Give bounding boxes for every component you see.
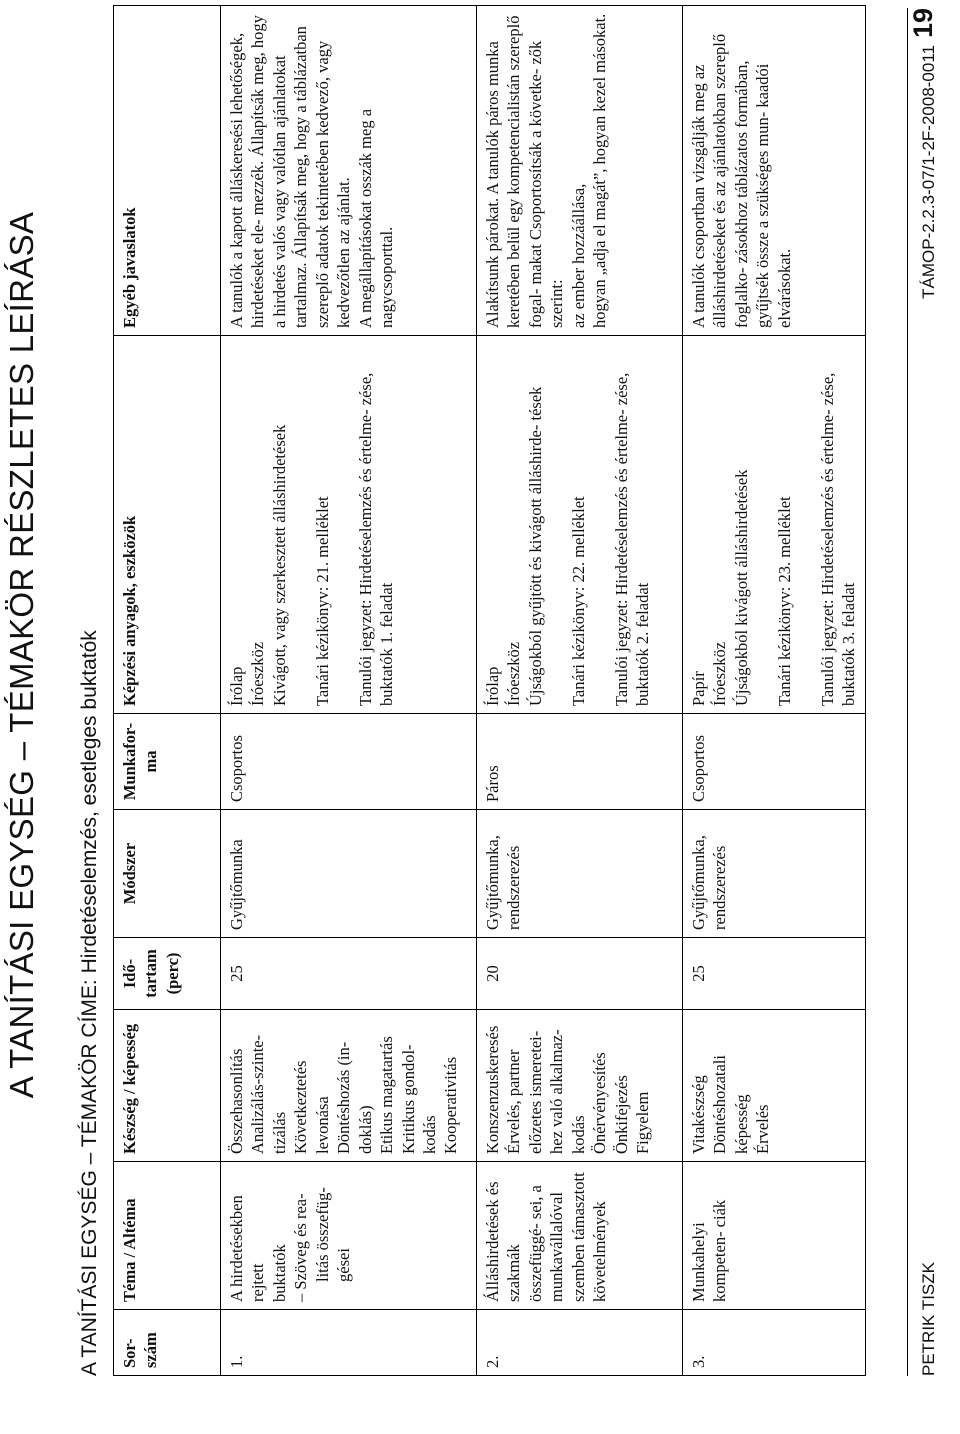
row-keszseg: Összehasonlítás Analizálás-szinte- tizálás Következtetés levonása Döntéshozás (in- doklás) Etikus magatartás Kritikus gondol- kodás Kooperativitás xyxy=(221,1010,477,1162)
row-munkaforma: Csoportos xyxy=(683,714,866,810)
unit-table xyxy=(113,5,866,1376)
altema: – Szöveg és rea- litás összefüg- gései xyxy=(291,1187,354,1302)
page-number: 19 xyxy=(908,8,938,39)
page-title: A TANÍTÁSI EGYSÉG – TÉMAKÖR RÉSZLETES LEÍRÁSA xyxy=(3,211,40,1099)
row-anyagok: Írólap Íróeszköz Újságokból gyűjtött és kivágott álláshirde- tések Tanári kézikönyv: 22. melléklet Tanulói jegyzet: Hirdetéselemzés és értelme- zése, buktatók 2. feladat xyxy=(477,336,683,714)
row-keszseg: Konszenzuskeresés Érvelés, partner előzetes ismeretei- hez való alkalmaz- kodás Önérvényesítés Önkifejezés Figyelem xyxy=(477,1010,683,1162)
header-modszer: Módszer xyxy=(114,810,221,938)
row-modszer: Gyűjtőmunka xyxy=(221,810,477,938)
row-munkaforma: Csoportos xyxy=(221,714,477,810)
row-tema: Munkahelyi kompeten- ciák xyxy=(683,1162,866,1310)
row-ido: 25 xyxy=(221,938,477,1010)
row-modszer: Gyűjtőmunka, rendszerezés xyxy=(683,810,866,938)
header-munkaforma: Munkafor- ma xyxy=(114,714,221,810)
header-anyagok: Képzési anyagok, eszközök xyxy=(114,336,221,714)
table-row xyxy=(683,6,866,1376)
row-munkaforma: Páros xyxy=(477,714,683,810)
table-header-row xyxy=(114,6,221,1376)
row-number: 2. xyxy=(477,1310,683,1376)
header-egyeb: Egyéb javaslatok xyxy=(114,6,221,336)
row-anyagok: Írólap Íróeszköz Kivágott, vagy szerkesztett álláshirdetések Tanári kézikönyv: 21. melléklet Tanulói jegyzet: Hirdetéselemzés és értelme- zése, buktatók 1. feladat xyxy=(221,336,477,714)
row-number: 1. xyxy=(221,1310,477,1376)
row-number: 3. xyxy=(683,1310,866,1376)
row-egyeb: Alakítsunk párokat. A tanulók páros munka keretében belül egy kompetencialistán szereplő fogal- makat Csoportosítsák a követke- zők szerint: az ember hozzáállása, hogyan „adja el magát”, hogyan kezel másokat. xyxy=(477,6,683,336)
row-keszseg: Vitakészség Döntéshozatali képesség Érvelés xyxy=(683,1010,866,1162)
header-sorszam: Sor- szám xyxy=(114,1310,221,1376)
header-idotartam: Idő- tartam (perc) xyxy=(114,938,221,1010)
table-row xyxy=(477,6,683,1376)
unit-subtitle: A TANÍTÁSI EGYSÉG – TÉMAKÖR CÍME: Hirdetéselemzés, esetleges buktatók xyxy=(78,630,101,1376)
footer-project-code: TÁMOP-2.2.3-07/1-2F-2008-0011 xyxy=(919,45,938,299)
row-ido: 25 xyxy=(683,938,866,1010)
table-row xyxy=(221,6,477,1376)
footer-rule xyxy=(907,8,908,1376)
footer-org: PETRIK TISZK xyxy=(919,1262,938,1376)
header-tema: Téma / Altéma xyxy=(114,1162,221,1310)
row-modszer: Gyűjtőmunka, rendszerezés xyxy=(477,810,683,938)
row-egyeb: A tanulók a kapott álláskeresési lehetőségek, hirdetéseket ele- mezzék. Állapítsák meg, hogy a hirdetés valós vagy valótlan ajánlatokat tartalmaz. Állapítsák meg, hogy a táblázatban szereplő adatok tekintetében kedvező, vagy kedvezőtlen az ajánlat. A megállapításokat osszák meg a nagycsoporttal. xyxy=(221,6,477,336)
row-ido: 20 xyxy=(477,938,683,1010)
row-tema: Álláshirdetések és szakmák összefüggé- sei, a munkavállalóval szemben támasztott követelmények xyxy=(477,1162,683,1310)
row-egyeb: A tanulók csoportban vizsgálják meg az álláshirdetéseket és az ajánlatokban szereplő foglalko- zásokhoz táblázatos formában, gyűjtsék össze a szükséges mun- kaadói elvárásokat. xyxy=(683,6,866,336)
row-tema: A hirdetésekben rejtett buktatók – Szöveg és rea- litás összefüg- gései xyxy=(221,1162,477,1310)
row-anyagok: Papír Íróeszköz Újságokból kivágott álláshirdetések Tanári kézikönyv: 23. melléklet Tanulói jegyzet: Hirdetéselemzés és értelme- zése, buktatók 3. feladat xyxy=(683,336,866,714)
header-keszseg: Készség / képesség xyxy=(114,1010,221,1162)
